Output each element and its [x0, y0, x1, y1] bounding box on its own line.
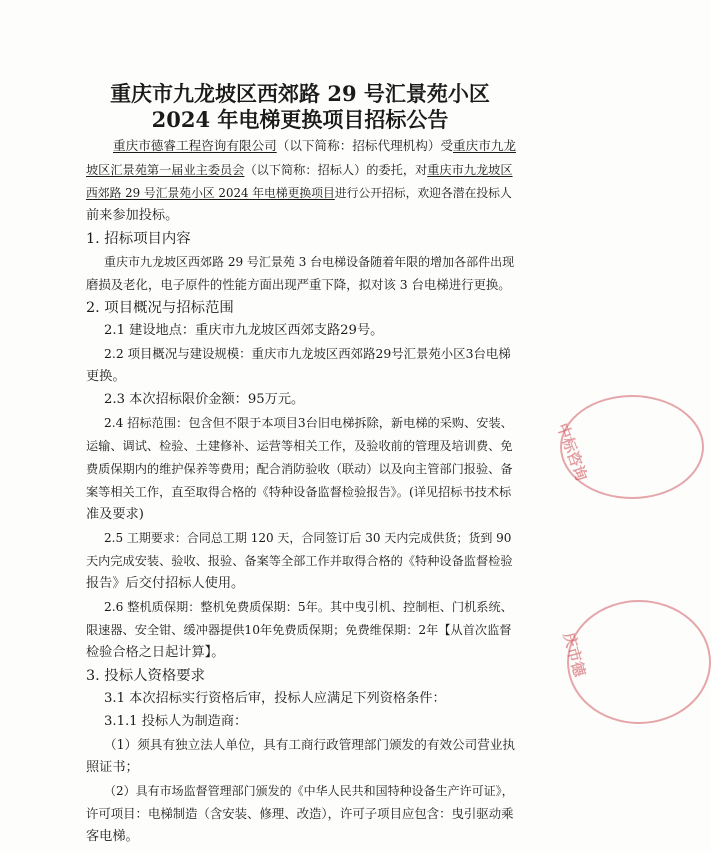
- item-2-5-line-2: 天内完成安装、验收、报验、备案等全部工作并取得合格的《特种设备监督检验: [86, 554, 513, 568]
- item-2-6-line-3: 检验合格之日起计算】。: [86, 645, 225, 660]
- seal-stamp-lower: 庆市德: [565, 600, 600, 720]
- item-2-4-line-1: 2.4 招标范围：包含但不限于本项目3台旧电梯拆除，新电梯的采购、安装、: [104, 416, 513, 430]
- item-2-4-line-3: 费质保期内的维护保养等费用；配合消防验收（联动）以及向主管部门报验、备: [86, 462, 513, 476]
- condition-2-line-1: （2）具有市场监督管理部门颁发的《中华人民共和国特种设备生产许可证》，: [104, 784, 514, 798]
- condition-1-line-2: 照证书；: [86, 760, 139, 775]
- item-2-1: 2.1 建设地点：重庆市九龙坡区西郊支路29号。: [104, 323, 384, 338]
- client-name-part-1: 重庆市九龙: [453, 138, 516, 153]
- item-2-5-line-3: 报告》后交付招标人使用。: [86, 576, 245, 591]
- condition-2-line-2: 许可项目：电梯制造（含安装、修理、改造），许可子项目应包含：曳引驱动乘: [86, 806, 514, 821]
- document-title-line-2: 2024 年电梯更换项目招标公告: [151, 107, 449, 132]
- item-2-6-line-2: 限速器、安全钳、缓冲器提供10年免费质保期；免费维保期：2年【从首次监督: [86, 623, 512, 637]
- section-1-line-2: 磨损及老化，电子原件的性能方面出现严重下降，拟对该 3 台电梯进行更换。: [86, 277, 511, 292]
- section-3-heading: 3. 投标人资格要求: [86, 668, 206, 684]
- project-name-part-2: 西郊路 29 号汇景苑小区 2024 年电梯更换项目: [86, 186, 335, 200]
- condition-2-line-3: 客电梯。: [86, 829, 139, 844]
- item-2-5-line-1: 2.5 工期要求：合同总工期 120 天，合同签订后 30 天内完成供货；货到 90: [104, 531, 512, 545]
- item-2-2-line-1: 2.2 项目概况与建设规模：重庆市九龙坡区西郊路29号汇景苑小区3台电梯: [104, 346, 511, 361]
- section-2-heading: 2. 项目概况与招标范围: [86, 300, 234, 316]
- intro-line-1: 重庆市德睿工程咨询有限公司（以下简称：招标代理机构）受重庆市九龙: [113, 138, 516, 153]
- item-2-3: 2.3 本次招标限价金额：95万元。: [104, 392, 305, 407]
- client-name-part-2: 坡区汇景苑第一届业主委员会: [86, 163, 245, 177]
- intro-line-3: 西郊路 29 号汇景苑小区 2024 年电梯更换项目进行公开招标，欢迎各潜在投标人: [86, 186, 512, 200]
- item-3-1: 3.1 本次招标实行资格后审，投标人应满足下列资格条件：: [104, 691, 446, 706]
- item-2-4-line-4: 案等相关工作，直至取得合格的《特种设备监督检验报告》。(详见招标书技术标: [86, 485, 512, 499]
- item-2-4-line-5: 准及要求): [86, 507, 144, 522]
- item-2-4-line-2: 运输、调试、检验、土建修补、运营等相关工作，及验收前的管理及培训费、免: [86, 439, 513, 453]
- agency-name: 重庆市德睿工程咨询有限公司: [113, 138, 277, 153]
- intro-line-4: 前来参加投标。: [86, 208, 179, 223]
- project-name-part-1: 重庆市九龙坡区: [427, 163, 513, 177]
- item-3-1-1: 3.1.1 投标人为制造商：: [104, 714, 248, 729]
- seal-stamp-upper: 中标咨询: [560, 395, 600, 495]
- condition-1-line-1: （1）须具有独立法人单位，具有工商行政管理部门颁发的有效公司营业执: [104, 737, 516, 752]
- document-title-line-1: 重庆市九龙坡区西郊路 29 号汇景苑小区: [110, 81, 490, 106]
- section-1-heading: 1. 招标项目内容: [86, 231, 191, 247]
- item-2-6-line-1: 2.6 整机质保期：整机免费质保期：5年。其中曳引机、控制柜、门机系统、: [104, 600, 513, 614]
- intro-line-2: 坡区汇景苑第一届业主委员会（以下简称：招标人）的委托，对重庆市九龙坡区: [86, 163, 513, 177]
- item-2-2-line-2: 更换。: [86, 369, 126, 384]
- section-1-line-1: 重庆市九龙坡区西郊路 29 号汇景苑 3 台电梯设备随着年限的增加各部件出现: [104, 255, 515, 269]
